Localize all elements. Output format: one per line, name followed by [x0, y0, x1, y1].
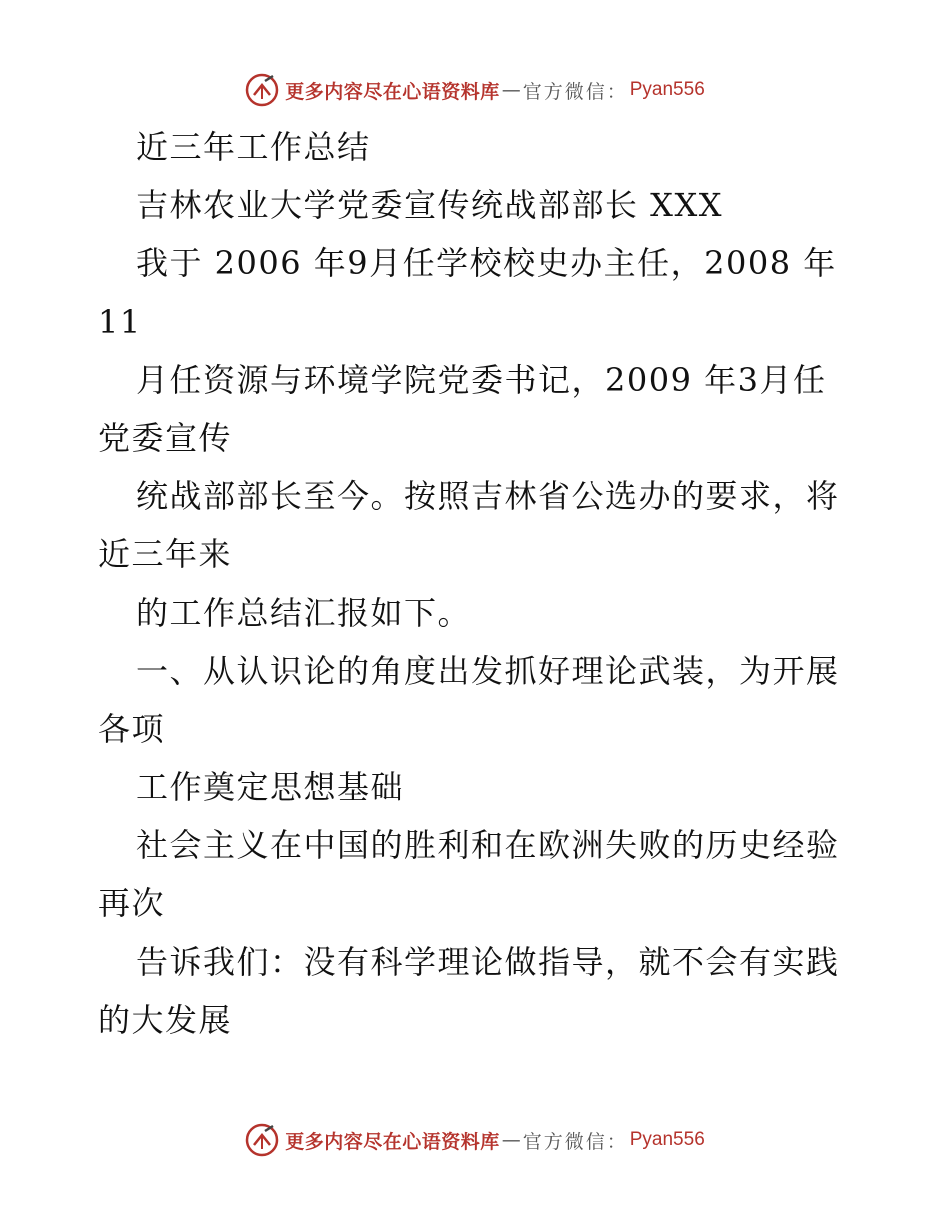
header-watermark	[0, 70, 950, 110]
author-line: 吉林农业大学党委宣传统战部部长 XXX	[136, 186, 724, 225]
text-line: 社会主义在中国的胜利和在欧洲失败的历史经验	[136, 826, 840, 865]
text-line: 统战部部长至今。按照吉林省公选办的要求，将	[136, 477, 840, 516]
text-line: 我于 2006 年9月任学校校史办主任，2008 年	[136, 244, 837, 283]
text-line: 的工作总结汇报如下。	[136, 593, 472, 632]
watermark-wechat-id: Pyan556	[629, 79, 705, 100]
watermark-label: 官方微信：	[522, 80, 628, 103]
section-heading: 各项	[98, 709, 166, 748]
watermark-dash: —	[501, 79, 521, 101]
text-line: 再次	[98, 884, 166, 923]
text-line: 11	[98, 302, 142, 341]
document-title: 近三年工作总结	[136, 128, 371, 166]
text-line: 月任资源与环境学院党委书记，2009 年3月任	[136, 360, 827, 399]
watermark-dash: —	[501, 1129, 521, 1151]
text-line: 近三年来	[98, 535, 233, 574]
book-pen-icon	[245, 1123, 279, 1157]
text-line: 的大发展	[98, 1000, 233, 1039]
watermark-wechat-id: Pyan556	[629, 1129, 705, 1150]
footer-watermark	[0, 1120, 950, 1160]
document-body	[98, 118, 858, 1049]
watermark-main-text: 更多内容尽在心语资料库	[285, 1130, 500, 1153]
watermark-label: 官方微信：	[522, 1130, 628, 1153]
book-pen-icon	[245, 73, 279, 107]
text-line: 告诉我们：没有科学理论做指导，就不会有实践	[136, 942, 840, 981]
text-line: 党委宣传	[98, 418, 233, 457]
section-heading: 工作奠定思想基础	[136, 768, 405, 807]
section-heading: 一、从认识论的角度出发抓好理论武装，为开展	[136, 651, 840, 690]
watermark-main-text: 更多内容尽在心语资料库	[285, 80, 500, 103]
